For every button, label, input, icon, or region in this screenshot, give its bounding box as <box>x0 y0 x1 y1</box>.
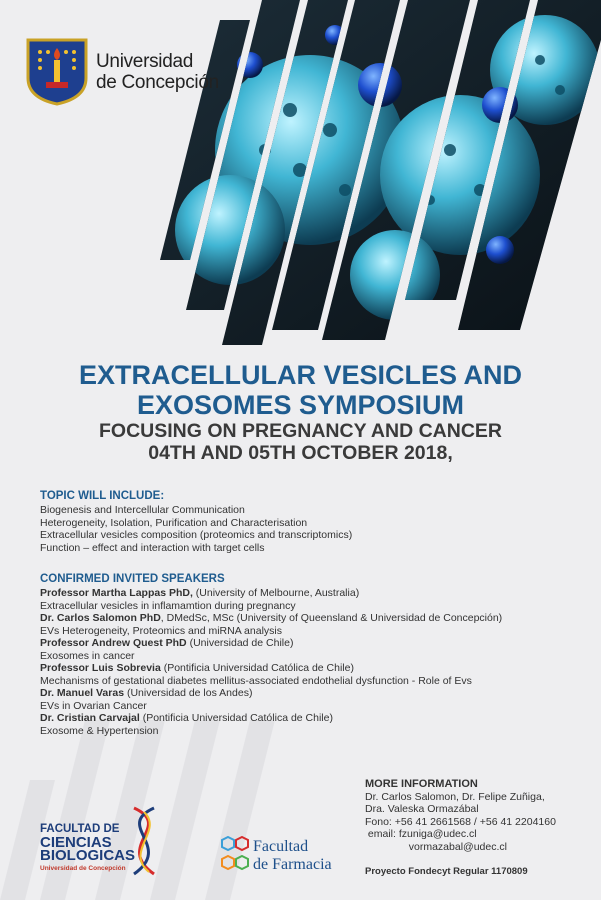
university-logo <box>26 38 219 106</box>
farmacia-logo <box>253 838 332 874</box>
speaker-entry <box>40 637 502 650</box>
speaker-topic: Exosome & Hypertension <box>40 724 159 737</box>
speaker-entry <box>40 587 502 600</box>
more-info-line: Dra. Valeska Ormazábal <box>365 803 479 815</box>
subtitle-line-1: FOCUSING ON PREGNANCY AND CANCER <box>98 420 503 442</box>
speaker-affiliation: (University of Melbourne, Australia) <box>192 587 360 599</box>
more-info-heading: MORE INFORMATION <box>365 778 478 790</box>
ciencias-biologicas-logo <box>40 823 135 875</box>
more-info-line: Dr. Carlos Salomon, Dr. Felipe Zuñiga, <box>365 790 545 803</box>
university-name-line1: Universidad <box>96 51 194 72</box>
university-name-line2: de Concepción <box>96 72 219 93</box>
university-crest-icon <box>26 38 88 106</box>
more-info-email[interactable]: email: fzuniga@udec.cl <box>365 828 477 840</box>
farmacia-logo-line2: de Farmacia <box>253 856 332 873</box>
speaker-affiliation: (Pontificia Universidad Católica de Chile) <box>160 662 354 674</box>
title-line-2: EXOSOMES SYMPOSIUM <box>136 390 465 420</box>
speaker-affiliation: (Universidad de los Andes) <box>124 687 253 699</box>
topics-list <box>40 504 352 554</box>
speaker-affiliation: (Pontificia Universidad Católica de Chile) <box>139 712 333 724</box>
topic-item: Heterogeneity, Isolation, Purification and Characterisation <box>40 516 308 529</box>
farmacia-hexagon-icon <box>220 836 250 872</box>
speaker-name: Dr. Cristian Carvajal <box>40 712 140 724</box>
fondecyt-project: Proyecto Fondecyt Regular 1170809 <box>365 866 528 877</box>
speaker-name: Dr. Manuel Varas <box>40 687 125 699</box>
farmacia-logo-line1: Facultad <box>253 838 309 855</box>
speaker-affiliation: , DMedSc, MSc (University of Queensland & Universidad de Concepción) <box>160 612 503 624</box>
speaker-name: Professor Martha Lappas PhD, <box>40 587 193 599</box>
speaker-name: Professor Andrew Quest PhD <box>40 637 187 649</box>
ciencias-logo-line2: CIENCIAS <box>40 834 112 851</box>
university-name <box>96 51 219 93</box>
ciencias-logo-line4: Universidad de Concepción <box>40 865 126 872</box>
speaker-entry <box>40 712 502 725</box>
speaker-topic: EVs in Ovarian Cancer <box>40 699 147 712</box>
speaker-topic: Extracellular vesicles in inflamamtion during pregnancy <box>40 599 296 612</box>
more-info-line: Fono: +56 41 2661568 / +56 41 2204160 <box>365 815 556 828</box>
speaker-entry <box>40 687 502 700</box>
ciencias-logo-line3: BIOLOGICAS <box>40 847 136 864</box>
speaker-name: Professor Luis Sobrevia <box>40 662 161 674</box>
topic-item: Biogenesis and Intercellular Communication <box>40 504 245 516</box>
speakers-heading: CONFIRMED INVITED SPEAKERS <box>40 573 225 585</box>
title-line-1: EXTRACELLULAR VESICLES AND <box>78 360 523 390</box>
topic-item: Extracellular vesicles composition (proteomics and transcriptomics) <box>40 529 353 541</box>
speaker-topic: EVs Heterogeneity, Proteomics and miRNA analysis <box>40 624 282 637</box>
speaker-name: Dr. Carlos Salomon PhD <box>40 612 161 624</box>
speaker-topic: Mechanisms of gestational diabetes mellitus-associated endothelial dysfunction - Role of Evs <box>40 674 472 687</box>
speaker-entry <box>40 662 502 675</box>
speakers-list <box>40 587 502 737</box>
more-information <box>365 778 556 853</box>
speaker-topic: Exosomes in cancer <box>40 649 135 662</box>
speaker-affiliation: (Universidad de Chile) <box>186 637 294 649</box>
ciencias-logo-line1: FACULTAD DE <box>40 823 120 835</box>
topic-item: Function – effect and interaction with target cells <box>40 541 265 554</box>
more-info-email[interactable]: vormazabal@udec.cl <box>365 840 507 853</box>
subtitle-date: 04TH AND 05TH OCTOBER 2018, <box>148 442 453 464</box>
topics-heading: TOPIC WILL INCLUDE: <box>40 490 165 502</box>
speaker-entry <box>40 612 502 625</box>
